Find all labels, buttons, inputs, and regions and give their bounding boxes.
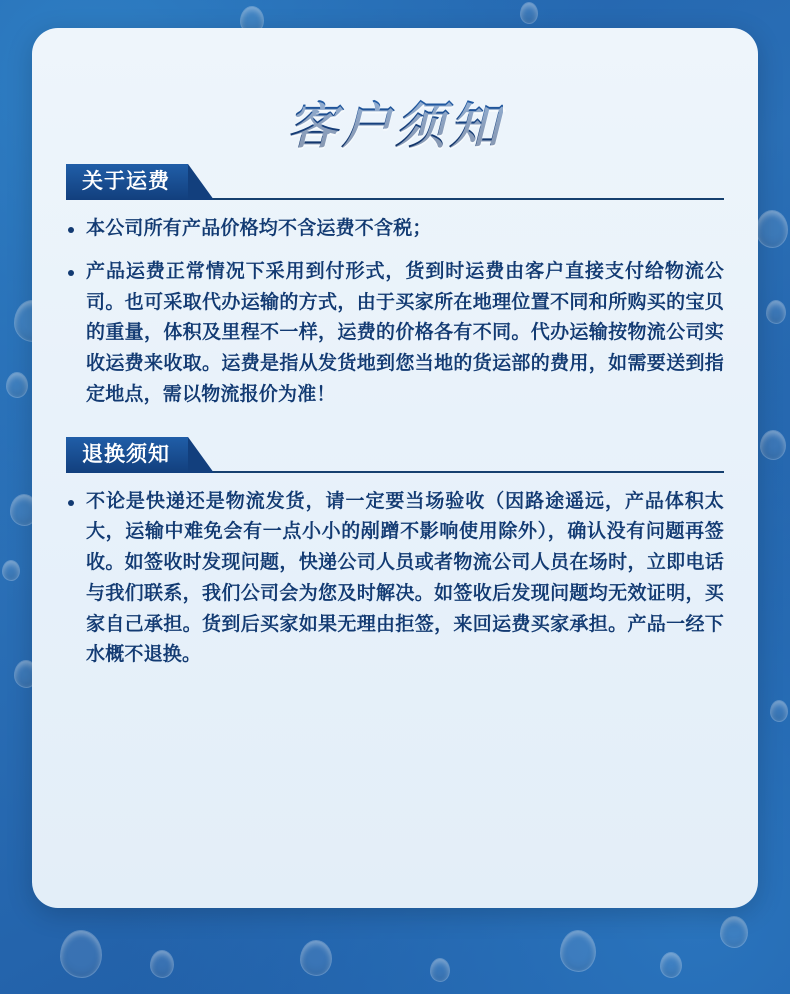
section-heading-label: 退换须知 xyxy=(66,437,188,473)
water-drop-icon xyxy=(756,210,788,248)
page-title-wrap xyxy=(66,28,724,155)
shipping-fee-list xyxy=(66,214,724,411)
water-drop-icon xyxy=(430,958,450,982)
water-drop-icon xyxy=(720,916,748,948)
water-drop-icon xyxy=(560,930,596,972)
water-drop-icon xyxy=(770,700,788,722)
section-heading-shipping-fee xyxy=(66,164,724,200)
water-drop-icon xyxy=(2,560,20,581)
water-drop-icon xyxy=(150,950,174,978)
water-drop-icon xyxy=(6,372,28,398)
list-item: 产品运费正常情况下采用到付形式，货到时运费由客户直接支付给物流公司。也可采取代办运输的方式，由于买家所在地理位置不同和所购买的宝贝的重量，体积及里程不一样，运费的价格各有不同。代办运输按物流公司实收运费来收取。运费是指从发货地到您当地的货运部的费用，如需要送到指定地点，需以物流报价为准！ xyxy=(66,257,724,411)
water-drop-icon xyxy=(520,2,538,24)
water-drop-icon xyxy=(60,930,102,978)
returns-list xyxy=(66,487,724,672)
water-drop-icon xyxy=(760,430,786,460)
section-heading-label: 关于运费 xyxy=(66,164,188,200)
page-title: 客户须知 xyxy=(287,86,503,158)
water-drop-icon xyxy=(300,940,332,976)
water-drop-icon xyxy=(660,952,682,978)
list-item: 不论是快递还是物流发货，请一定要当场验收（因路途遥远，产品体积太大，运输中难免会有一点小小的剐蹭不影响使用除外），确认没有问题再签收。如签收时发现问题，快递公司人员或者物流公司人员在场时，立即电话与我们联系，我们公司会为您及时解决。如签收后发现问题均无效证明，买家自己承担。货到后买家如果无理由拒签，来回运费买家承担。产品一经下水概不退换。 xyxy=(66,487,724,672)
notice-card xyxy=(32,28,758,908)
water-drop-icon xyxy=(766,300,786,324)
list-item: 本公司所有产品价格均不含运费不含税； xyxy=(66,214,724,245)
section-shipping-fee xyxy=(66,164,724,411)
section-returns xyxy=(66,437,724,672)
section-heading-returns xyxy=(66,437,724,473)
